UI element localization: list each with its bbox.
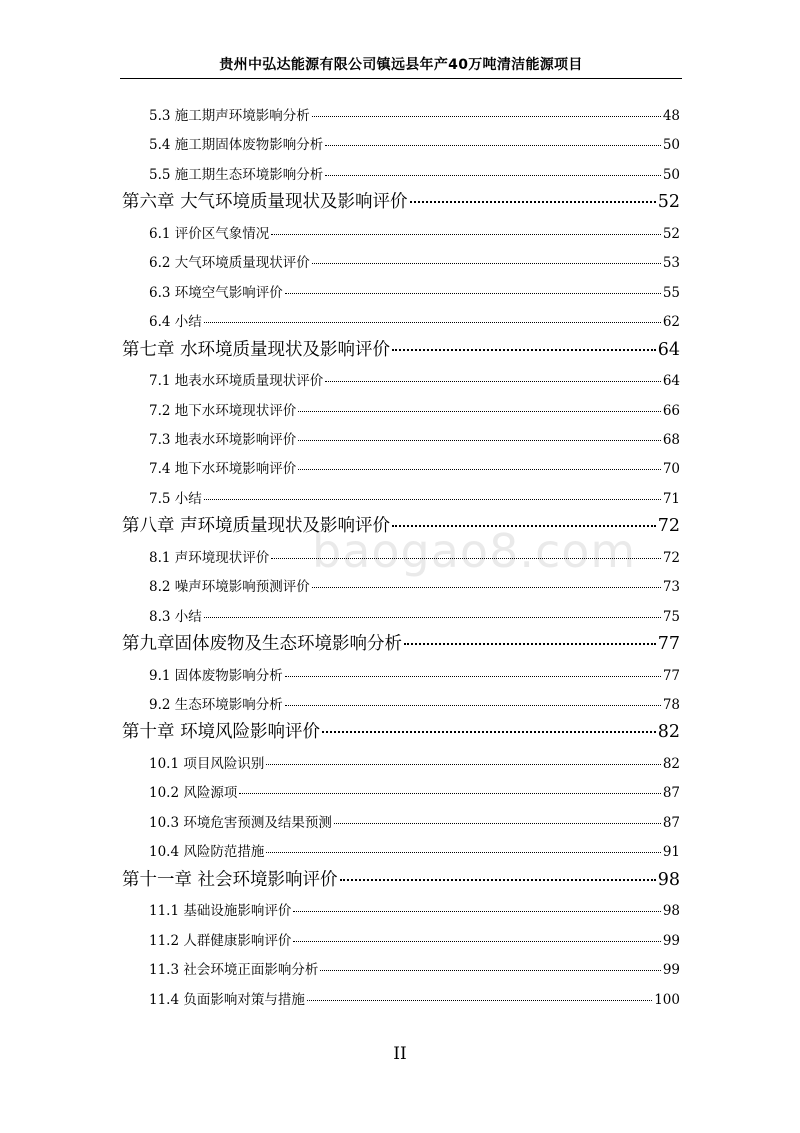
toc-entry-label: 5.5 施工期生态环境影响分析: [149, 166, 324, 183]
toc-entry-label: 10.1 项目风险识别: [149, 755, 265, 772]
toc-section-entry[interactable]: [149, 457, 680, 481]
toc-entry-page: 100: [654, 991, 680, 1008]
toc-entry-page: 82: [662, 755, 680, 772]
toc-section-entry[interactable]: [149, 899, 680, 923]
toc-entry-page: 52: [657, 192, 680, 213]
toc-entry-page: 75: [662, 608, 680, 625]
toc-entry-page: 72: [662, 549, 680, 566]
toc-chapter-entry[interactable]: [122, 718, 680, 748]
toc-entry-page: 53: [662, 255, 680, 272]
dot-leader: [340, 879, 656, 881]
dot-leader: [239, 793, 660, 794]
toc-section-entry[interactable]: [149, 281, 680, 305]
dot-leader: [266, 764, 660, 765]
toc-entry-label: 10.2 风险源项: [149, 785, 238, 802]
toc-entry-label: 第六章 大气环境质量现状及影响评价: [122, 192, 408, 213]
toc-chapter-entry[interactable]: [122, 630, 680, 660]
toc-entry-label: 8.1 声环境现状评价: [149, 549, 270, 566]
toc-section-entry[interactable]: [149, 428, 680, 452]
toc-entry-page: 50: [662, 137, 680, 154]
toc-entry-page: 91: [662, 844, 680, 861]
toc-entry-label: 7.4 地下水环境影响评价: [149, 461, 297, 478]
toc-entry-label: 第十章 环境风险影响评价: [122, 722, 321, 743]
toc-section-entry[interactable]: [149, 811, 680, 835]
toc-section-entry[interactable]: [149, 988, 680, 1012]
toc-section-entry[interactable]: [149, 310, 680, 334]
toc-entry-page: 50: [662, 166, 680, 183]
dot-leader: [322, 731, 656, 733]
dot-leader: [392, 349, 656, 351]
toc-entry-label: 6.2 大气环境质量现状评价: [149, 255, 310, 272]
running-header: 贵州中弘达能源有限公司镇远县年产40万吨清洁能源项目: [219, 57, 583, 73]
toc-entry-page: 52: [662, 225, 680, 242]
dot-leader: [298, 469, 661, 470]
toc-entry-page: 71: [662, 490, 680, 507]
dot-leader: [307, 1000, 652, 1001]
toc-entry-page: 72: [657, 516, 680, 537]
toc-entry-label: 7.1 地表水环境质量现状评价: [149, 373, 324, 390]
toc-entry-page: 82: [657, 722, 680, 743]
dot-leader: [312, 116, 661, 117]
toc-section-entry[interactable]: [149, 133, 680, 157]
toc-entry-page: 77: [657, 634, 680, 655]
dot-leader: [266, 852, 660, 853]
toc-entry-label: 8.2 噪声环境影响预测评价: [149, 579, 310, 596]
toc-entry-label: 7.3 地表水环境影响评价: [149, 431, 297, 448]
toc-chapter-entry[interactable]: [122, 866, 680, 896]
toc-entry-page: 68: [662, 431, 680, 448]
toc-entry-label: 6.3 环境空气影响评价: [149, 284, 283, 301]
toc-entry-page: 99: [662, 962, 680, 979]
toc-section-entry[interactable]: [149, 840, 680, 864]
toc-entry-label: 7.2 地下水环境现状评价: [149, 402, 297, 419]
toc-entry-label: 5.3 施工期声环境影响分析: [149, 108, 310, 124]
toc-section-entry[interactable]: [149, 487, 680, 511]
dot-leader: [285, 676, 661, 677]
toc-entry-label: 第十一章 社会环境影响评价: [122, 869, 338, 890]
toc-entry-page: 55: [662, 284, 680, 301]
dot-leader: [325, 175, 661, 176]
dot-leader: [404, 643, 656, 645]
toc-section-entry[interactable]: [149, 251, 680, 275]
toc-entry-label: 11.1 基础设施影响评价: [149, 903, 292, 920]
dot-leader: [320, 970, 660, 971]
toc-entry-page: 73: [662, 579, 680, 596]
toc-entry-page: 77: [662, 667, 680, 684]
toc-entry-label: 6.1 评价区气象情况: [149, 225, 270, 242]
toc-entry-label: 5.4 施工期固体废物影响分析: [149, 137, 324, 154]
dot-leader: [204, 617, 661, 618]
toc-entry-label: 10.3 环境危害预测及结果预测: [149, 814, 332, 831]
toc-entry-page: 70: [662, 461, 680, 478]
toc-entry-label: 10.4 风险防范措施: [149, 844, 265, 861]
toc-section-entry[interactable]: [149, 399, 680, 423]
toc-entry-page: 99: [662, 932, 680, 949]
toc-section-entry[interactable]: [149, 781, 680, 805]
dot-leader: [298, 411, 661, 412]
toc-entry-page: 78: [662, 697, 680, 713]
watermark: baogao8.com: [312, 524, 637, 578]
dot-leader: [312, 263, 661, 264]
toc-chapter-entry[interactable]: [122, 336, 680, 366]
toc-entry-page: 87: [662, 814, 680, 831]
toc-section-entry[interactable]: [149, 575, 680, 599]
toc-section-entry[interactable]: [149, 929, 680, 953]
dot-leader: [325, 145, 661, 146]
toc-entry-page: 87: [662, 785, 680, 802]
page-number: II: [393, 1044, 407, 1064]
dot-leader: [204, 322, 661, 323]
toc-section-entry[interactable]: [149, 664, 680, 688]
dot-leader: [293, 911, 660, 912]
toc-entry-label: 6.4 小结: [149, 314, 202, 331]
toc-chapter-entry[interactable]: [122, 188, 680, 218]
toc-entry-page: 64: [657, 339, 680, 360]
toc-entry-label: 9.2 生态环境影响分析: [149, 697, 283, 713]
toc-section-entry[interactable]: [149, 104, 680, 128]
toc-entry-page: 98: [662, 903, 680, 920]
dot-leader: [298, 440, 661, 441]
toc-section-entry[interactable]: [149, 693, 680, 717]
toc-section-entry[interactable]: [149, 222, 680, 246]
toc-section-entry[interactable]: [149, 163, 680, 187]
toc-section-entry[interactable]: [149, 958, 680, 982]
dot-leader: [312, 587, 661, 588]
toc-entry-label: 第九章固体废物及生态环境影响分析: [122, 634, 402, 655]
toc-entry-page: 66: [662, 402, 680, 419]
toc-entry-label: 11.3 社会环境正面影响分析: [149, 962, 319, 979]
dot-leader: [285, 705, 661, 706]
toc-section-entry[interactable]: [149, 752, 680, 776]
toc-section-entry[interactable]: [149, 369, 680, 393]
dot-leader: [204, 499, 661, 500]
dot-leader: [285, 293, 661, 294]
toc-entry-page: 64: [662, 373, 680, 390]
toc-entry-page: 62: [662, 314, 680, 331]
toc-entry-label: 8.3 小结: [149, 608, 202, 625]
dot-leader: [334, 823, 661, 824]
toc-section-entry[interactable]: [149, 605, 680, 629]
toc-entry-page: 98: [657, 869, 680, 890]
toc-entry-label: 第八章 声环境质量现状及影响评价: [122, 516, 391, 537]
toc-entry-label: 11.4 负面影响对策与措施: [149, 991, 305, 1008]
toc-entry-label: 9.1 固体废物影响分析: [149, 667, 283, 684]
toc-entry-page: 48: [662, 108, 680, 124]
toc-entry-label: 7.5 小结: [149, 490, 202, 507]
dot-leader: [410, 201, 656, 203]
toc-entry-label: 11.2 人群健康影响评价: [149, 932, 292, 949]
toc-entry-label: 第七章 水环境质量现状及影响评价: [122, 339, 391, 360]
dot-leader: [271, 234, 661, 235]
dot-leader: [325, 381, 661, 382]
dot-leader: [293, 941, 660, 942]
